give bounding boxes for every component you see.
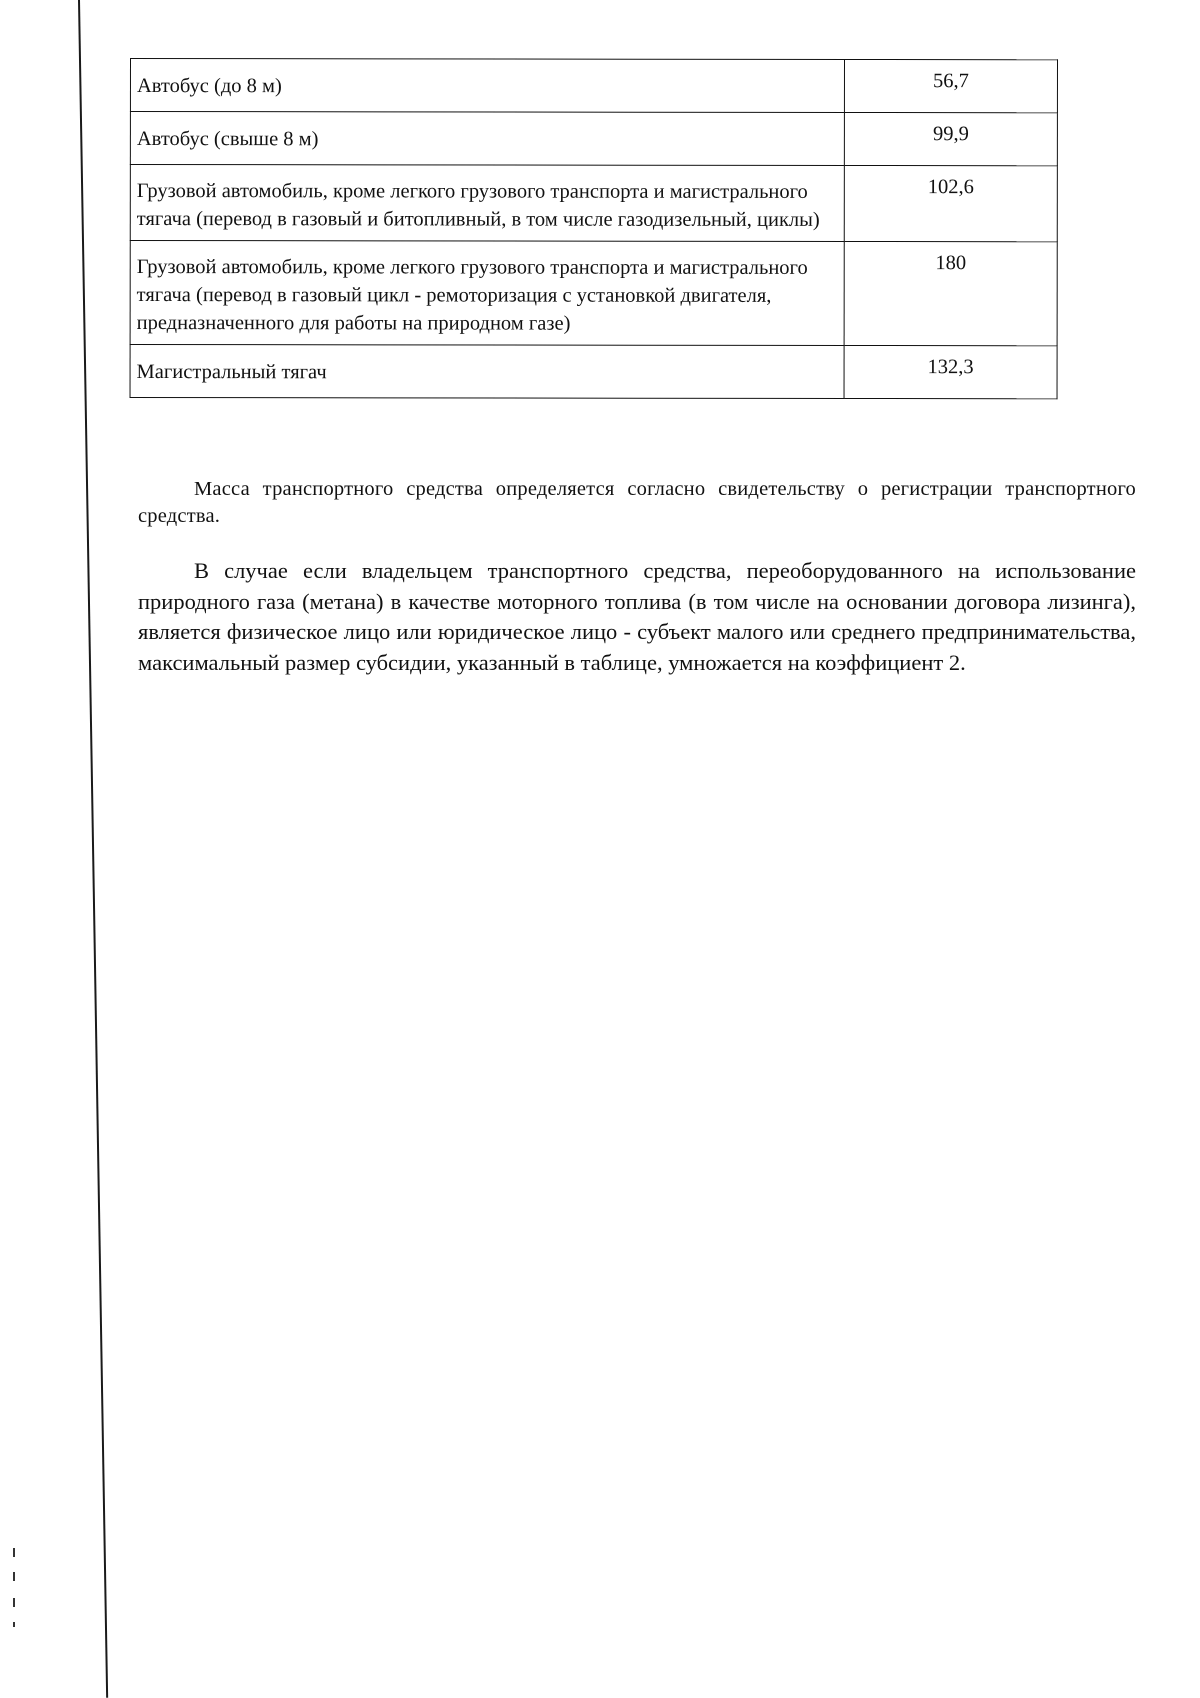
table-row — [130, 345, 1057, 399]
binding-mark — [13, 1548, 15, 1557]
table-row — [130, 59, 1057, 113]
table-row — [130, 165, 1057, 242]
subsidy-value-cell: 102,6 — [844, 165, 1057, 241]
page-edge-line — [78, 0, 108, 1698]
table-row — [130, 241, 1057, 346]
binding-mark — [13, 1572, 15, 1581]
binding-marks — [13, 1548, 17, 1628]
mass-definition-paragraph: Масса транспортного средства определяется согласно свидетельству о регистрации транспортного средства. — [138, 478, 1136, 527]
vehicle-type-cell: Грузовой автомобиль, кроме легкого грузового транспорта и магистрального тягача (перевод в газовый цикл - ремоторизация с установкой двигателя, предназначенного для работы на природном газе) — [130, 241, 844, 346]
vehicle-type-cell: Грузовой автомобиль, кроме легкого грузового транспорта и магистрального тягача (перевод в газовый и битопливный, в том числе газодизельный, циклы) — [130, 165, 844, 242]
subsidy-value-cell: 56,7 — [844, 59, 1057, 112]
vehicle-type-cell: Автобус (до 8 м) — [130, 59, 844, 113]
subsidy-table-container — [130, 58, 1044, 399]
subsidy-table — [130, 58, 1058, 399]
table-row — [130, 112, 1057, 166]
vehicle-type-cell: Магистральный тягач — [130, 345, 844, 399]
binding-mark — [13, 1598, 15, 1607]
coefficient-paragraph: В случае если владельцем транспортного средства, переоборудованного на использование природного газа (метана) в качестве моторного топлива (в том числе на основании договора лизинга), является физическое лицо или юридическое лицо - субъект малого или среднего предпринимательства, максимальный размер субсидии, указанный в таблице, умножается на коэффициент 2. — [138, 558, 1136, 675]
vehicle-type-cell: Автобус (свыше 8 м) — [130, 112, 844, 166]
subsidy-value-cell: 99,9 — [844, 112, 1057, 165]
subsidy-value-cell: 180 — [844, 241, 1057, 345]
binding-mark — [13, 1622, 15, 1627]
subsidy-value-cell: 132,3 — [844, 345, 1057, 398]
